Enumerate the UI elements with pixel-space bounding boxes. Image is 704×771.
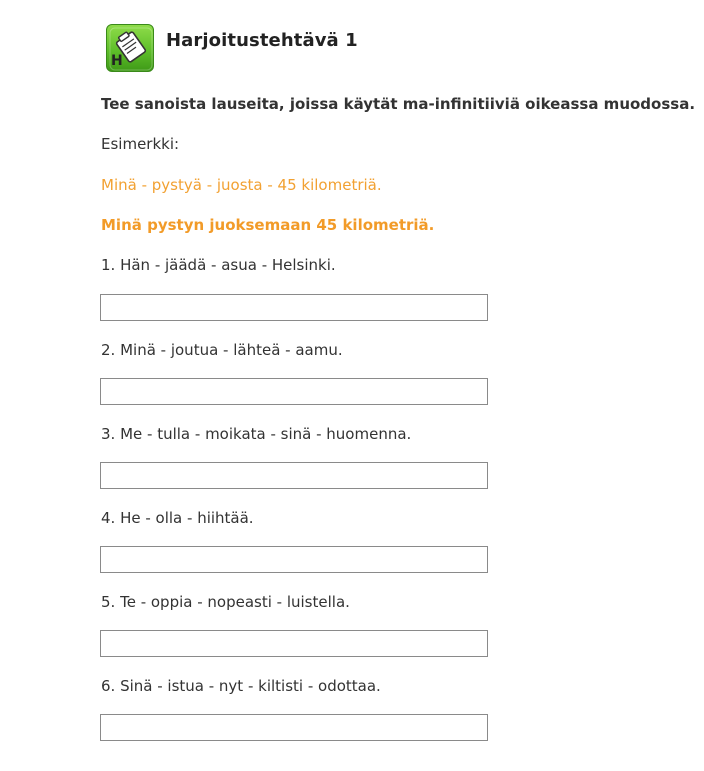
page-title: Harjoitustehtävä 1 <box>166 30 358 51</box>
answer-input-1[interactable] <box>100 294 488 321</box>
task-label-1: 1. Hän - jäädä - asua - Helsinki. <box>101 256 336 274</box>
task-label-5: 5. Te - oppia - nopeasti - luistella. <box>101 593 350 611</box>
exercise-clipboard-icon <box>106 24 154 72</box>
task-label-2: 2. Minä - joutua - lähteä - aamu. <box>101 341 343 359</box>
instruction-text: Tee sanoista lauseita, joissa käytät ma-infinitiiviä oikeassa muodossa. <box>101 95 696 113</box>
answer-input-6[interactable] <box>100 714 488 741</box>
example-answer: Minä pystyn juoksemaan 45 kilometriä. <box>101 216 435 234</box>
answer-input-3[interactable] <box>100 462 488 489</box>
answer-input-4[interactable] <box>100 546 488 573</box>
exercise-icon-letter: H <box>111 53 123 69</box>
exercise-header <box>106 24 358 72</box>
answer-input-5[interactable] <box>100 630 488 657</box>
task-label-4: 4. He - olla - hiihtää. <box>101 509 254 527</box>
example-label: Esimerkki: <box>101 135 180 153</box>
example-words: Minä - pystyä - juosta - 45 kilometriä. <box>101 176 382 194</box>
task-label-3: 3. Me - tulla - moikata - sinä - huomenna. <box>101 425 412 443</box>
answer-input-2[interactable] <box>100 378 488 405</box>
task-label-6: 6. Sinä - istua - nyt - kiltisti - odottaa. <box>101 677 381 695</box>
